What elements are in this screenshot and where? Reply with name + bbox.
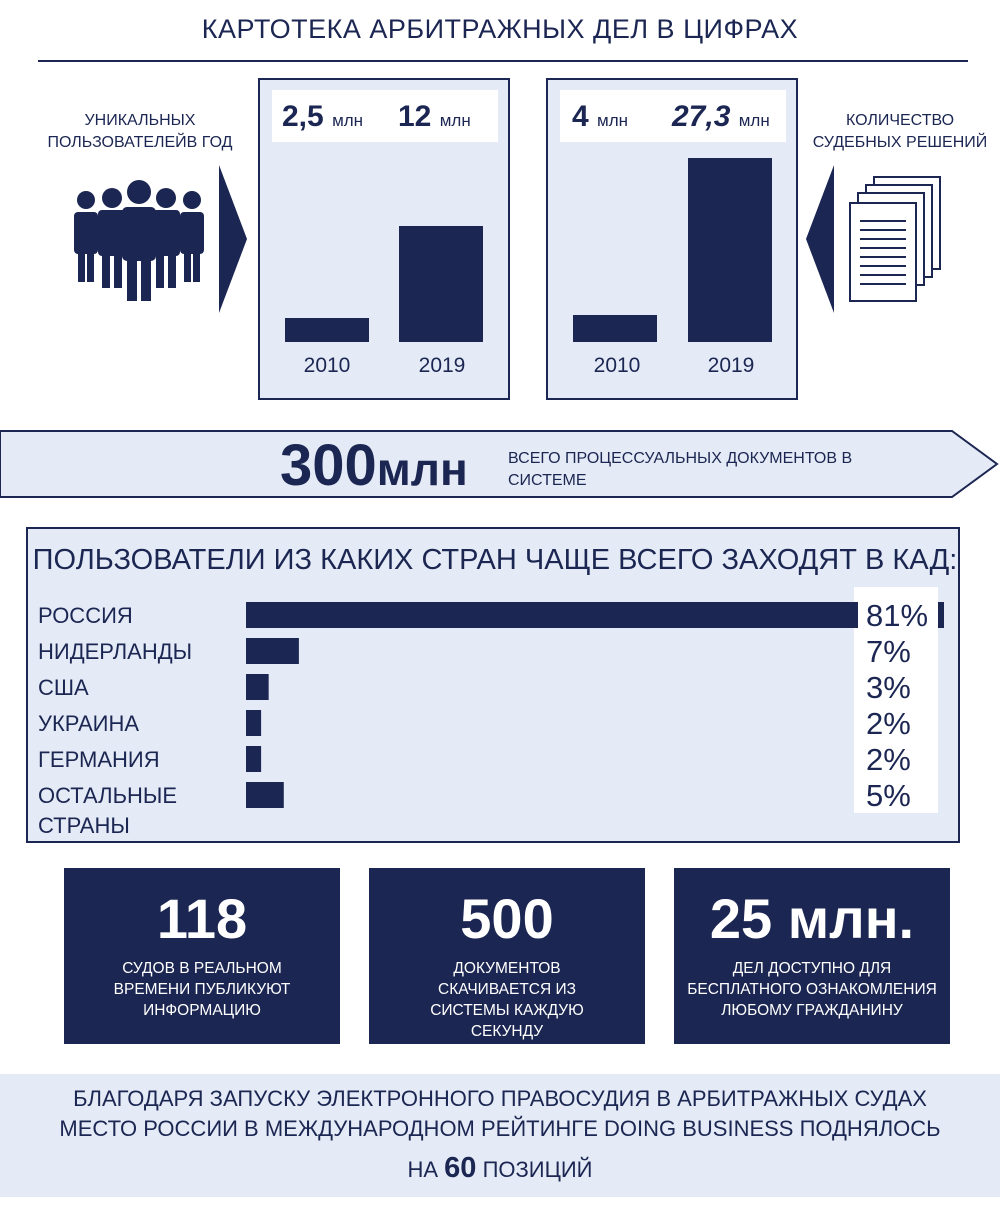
stat-card-downloads xyxy=(369,868,645,1044)
users-2019-value: 12 млн xyxy=(398,100,471,133)
country-label: РОССИЯ xyxy=(38,603,133,628)
country-label: НИДЕРЛАНДЫ xyxy=(38,639,193,664)
country-bar xyxy=(246,782,284,808)
footer-banner xyxy=(0,1074,1000,1197)
docs-label: КОЛИЧЕСТВО СУДЕБНЫХ РЕШЕНИЙ xyxy=(812,112,988,151)
country-percent: 2% xyxy=(866,742,911,777)
country-percent: 2% xyxy=(866,706,911,741)
docs-chart-panel xyxy=(546,78,798,400)
country-percent: 81% xyxy=(866,598,929,633)
stat-number: 118 xyxy=(156,887,248,950)
stat-card-courts xyxy=(64,868,340,1044)
users-bar-2010 xyxy=(285,318,369,342)
stat-number: 500 xyxy=(460,887,554,950)
arrow-icon xyxy=(219,165,247,313)
country-label: УКРАИНА xyxy=(38,711,140,736)
country-bar xyxy=(246,710,261,736)
docs-2019-value: 27,3 млн xyxy=(672,100,770,133)
country-label: США xyxy=(38,675,89,700)
page-title: КАРТОТЕКА АРБИТРАЖНЫХ ДЕЛ В ЦИФРАХ xyxy=(201,14,799,44)
countries-chart-title: ПОЛЬЗОВАТЕЛИ ИЗ КАКИХ СТРАН ЧАЩЕ ВСЕГО ЗАХОДЯТ В КАД: xyxy=(32,544,958,576)
docs-bar-2010 xyxy=(573,315,657,342)
russia-bar-end-marker xyxy=(938,602,944,628)
people-group-icon xyxy=(68,180,210,304)
document-stack-icon xyxy=(848,175,944,305)
stat-number: 25 млн. xyxy=(709,887,915,950)
countries-chart-panel xyxy=(26,527,960,843)
stat-description: ДЕЛ ДОСТУПНО ДЛЯ БЕСПЛАТНОГО ОЗНАКОМЛЕНИЯ ЛЮБОМУ ГРАЖДАНИНУ xyxy=(687,960,937,1019)
country-bar xyxy=(246,602,858,628)
country-bar xyxy=(246,674,269,700)
country-bar xyxy=(246,638,299,664)
users-year-2019: 2019 xyxy=(418,354,466,377)
stat-card-cases xyxy=(674,868,950,1044)
footer-line-1: БЛАГОДАРЯ ЗАПУСКУ ЭЛЕКТРОННОГО ПРАВОСУДИЯ В АРБИТРАЖНЫХ СУДАХ xyxy=(73,1086,927,1111)
docs-year-2019: 2019 xyxy=(707,354,755,377)
docs-year-2010: 2010 xyxy=(593,354,641,377)
users-2010-value: 2,5 млн xyxy=(282,100,364,133)
arrow-left-icon xyxy=(806,165,834,313)
footer-line-2: МЕСТО РОССИИ В МЕЖДУНАРОДНОМ РЕЙТИНГЕ DOING BUSINESS ПОДНЯЛОСЬ xyxy=(59,1116,941,1141)
country-percent: 3% xyxy=(866,670,911,705)
users-bar-2019 xyxy=(399,226,483,342)
country-percent: 7% xyxy=(866,634,911,669)
total-documents-description: ВСЕГО ПРОЦЕССУАЛЬНЫХ ДОКУМЕНТОВ В СИСТЕМЕ xyxy=(508,450,853,489)
country-percent: 5% xyxy=(866,778,911,813)
users-chart-panel xyxy=(258,78,510,400)
stat-description: ДОКУМЕНТОВ СКАЧИВАЕТСЯ ИЗ СИСТЕМЫ КАЖДУЮ СЕКУНДУ xyxy=(430,960,584,1040)
docs-bar-2019 xyxy=(688,158,772,342)
users-year-2010: 2010 xyxy=(303,354,351,377)
country-label: ОСТАЛЬНЫЕ СТРАНЫ xyxy=(38,783,178,838)
stat-description: СУДОВ В РЕАЛЬНОМ ВРЕМЕНИ ПУБЛИКУЮТ ИНФОРМАЦИЮ xyxy=(113,960,291,1019)
title-divider xyxy=(38,60,968,62)
country-bar xyxy=(246,746,261,772)
total-documents-value: 300млн xyxy=(280,433,468,498)
country-label: ГЕРМАНИЯ xyxy=(38,747,160,772)
countries-bar-chart xyxy=(28,529,962,845)
docs-2010-value: 4 млн xyxy=(572,100,629,133)
footer-line-3: НА 60 ПОЗИЦИЙ xyxy=(407,1152,593,1184)
users-label: УНИКАЛЬНЫХ ПОЛЬЗОВАТЕЛЕЙВ ГОД xyxy=(47,112,233,151)
